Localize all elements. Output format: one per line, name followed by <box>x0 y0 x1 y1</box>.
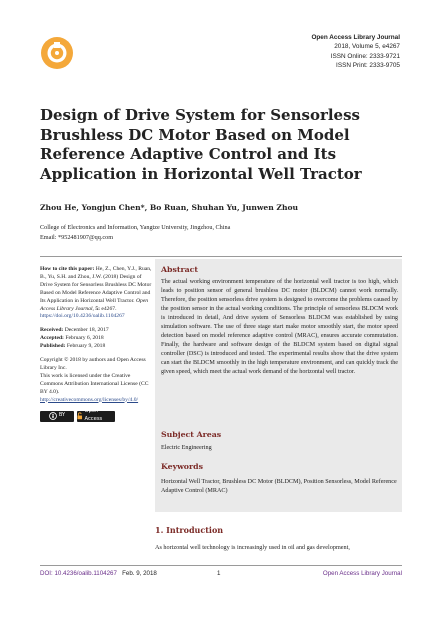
cite-doi-link[interactable]: https://doi.org/10.4236/oalib.1104267 <box>40 313 125 320</box>
published-label: Published: <box>40 343 66 350</box>
footer-journal: Open Access Library Journal <box>322 570 402 577</box>
abstract-heading: Abstract <box>161 265 199 274</box>
cite-journal: Open Access Library Journal, <box>40 297 149 312</box>
cite-id: e4267. <box>101 305 117 312</box>
accepted-date: February 6, 2018 <box>65 335 104 342</box>
license-badges <box>40 408 152 422</box>
journal-volume: 2018, Volume 5, e4267 <box>334 43 400 51</box>
footer-citation <box>40 570 157 577</box>
footer-doi[interactable]: DOI: 10.4236/oalib.1104267 <box>40 570 117 577</box>
cite-label: How to cite this paper: <box>40 266 95 272</box>
open-access-logo <box>40 36 74 70</box>
creative-commons-icon <box>49 412 57 420</box>
cc-by-badge[interactable] <box>40 411 74 422</box>
article-sidebar <box>40 266 152 422</box>
page-number: 1 <box>217 570 221 577</box>
accepted-label: Accepted: <box>40 335 64 342</box>
published-date: February 9, 2018 <box>66 343 106 350</box>
cc-badge-label: BY <box>58 412 66 419</box>
introduction-text: As horizontal well technology is increasingly used in oil and gas development, <box>155 544 350 551</box>
license-text: This work is licensed under the Creative Commons Attribution International License (CC BY 4.0). <box>40 372 149 395</box>
received-label: Received: <box>40 327 64 334</box>
author-email: Email: *952481907@qq.com <box>40 233 114 241</box>
author-list: Zhou He, Yongjun Chen*, Bo Ruan, Shuhan Yu, Junwen Zhou <box>40 203 299 212</box>
introduction-heading: 1. Introduction <box>155 525 224 535</box>
subject-areas-text: Electric Engineering <box>161 445 212 451</box>
paper-title: Design of Drive System for Sensorless Brushless DC Motor Based on Model Reference Adaptive Control and Its Application in Horizontal Well Tractor <box>40 106 362 183</box>
journal-info <box>311 33 400 71</box>
journal-name: Open Access Library Journal <box>311 34 400 41</box>
cite-volume: 5: <box>95 305 100 312</box>
keywords-heading: Keywords <box>161 462 203 471</box>
open-lock-icon <box>77 412 83 420</box>
subject-areas-heading: Subject Areas <box>161 430 222 439</box>
license-block <box>40 357 152 404</box>
keywords-text: Horizontal Well Tractor, Brushless DC Motor (BLDCM), Position Sensorless, Model Reference Adaptive Control (MRAC) <box>161 479 397 495</box>
issn-online: ISSN Online: 2333-9721 <box>330 52 400 60</box>
affiliation-block <box>40 223 230 242</box>
citation <box>40 266 152 321</box>
footer-date: Feb. 9, 2018 <box>122 570 157 577</box>
license-link[interactable]: http://creativecommons.org/licenses/by/4.0/ <box>40 396 139 403</box>
article-dates <box>40 327 152 351</box>
open-access-badge-label: Open Access <box>84 408 103 422</box>
open-access-badge[interactable] <box>77 408 115 422</box>
received-date: December 18, 2017 <box>64 327 109 334</box>
cite-text: He, Z., Chen, Y.J., Ruan, B., Yu, S.H. and Zhou, J.W. (2018) Design of Drive System for Sensorless Brushless DC Motor Based on Model Reference Adaptive Control and Its Application in Horizontal Well Tractor. <box>40 266 152 304</box>
header-divider <box>40 256 402 257</box>
copyright-notice: Copyright © 2018 by authors and Open Access Library Inc. <box>40 357 146 371</box>
affiliation: College of Electronics and Information, Yangtze University, Jingzhou, China <box>40 224 231 231</box>
issn-print: ISSN Print: 2333-9705 <box>336 62 400 70</box>
abstract-text: The actual working environment temperature of the horizontal well tractor is too high, which leads to position sensor of general brushless DC motor (BLDCM) cannot work normally. Therefore, the position sensorless drive system is designed to overcome the problems caused by the position sensor in the actual working conditions. The principle of sensorless BLDCM work is introduced in detail, And drive system of Sensorless BLDCM was established by using simulation software. The use of three stage start make motor smoothly start, the motor speed detection based on model reference adaptive control (MRAC), ensures accurate commutation. Finally, the hardware and software design of the BLDCM system based on digital signal controller (DSC) is introduced and tested. The experimental results show that the drive system can start the BLDCM smoothly in the high temperature environment, and can quickly track the given speed, which meet the actual work demand of the horizontal well tractor. <box>161 279 398 376</box>
footer-divider <box>40 565 402 566</box>
